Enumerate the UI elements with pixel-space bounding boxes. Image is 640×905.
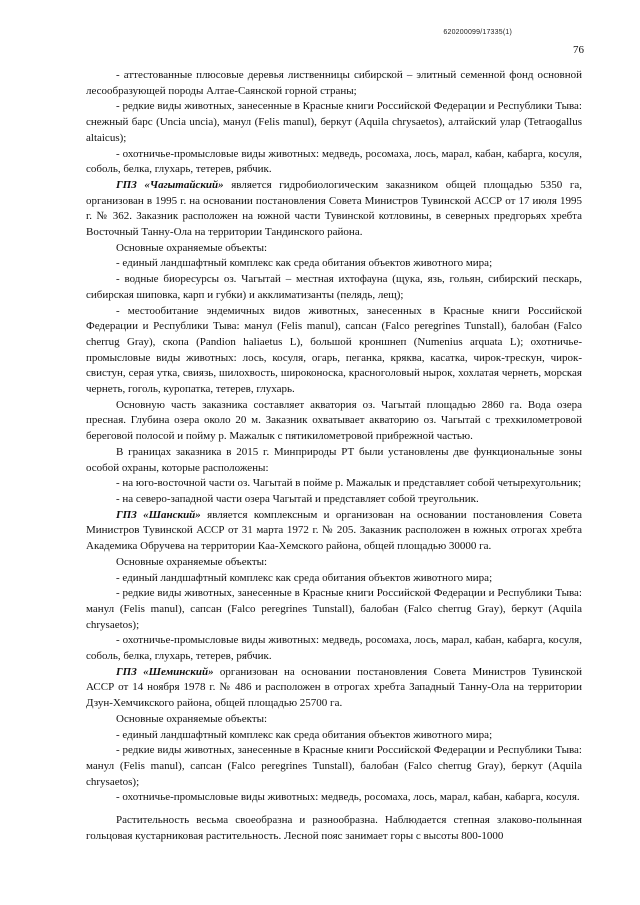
paragraph-text: - редкие виды животных, занесенные в Красные книги Российской Федерации и Республики Тыва: снежный барс (Uncia uncia), манул (Felis manul), беркут (Aquila chrysaetos), алтайский улар (Tetraogallus altaicus); [86,100,582,144]
paragraph-text: - единый ландшафтный комплекс как среда обитания объектов животного мира; [116,257,493,270]
paragraph [86,665,582,712]
paragraph-text: В границах заказника в 2015 г. Минприроды РТ были установлены две функциональные зоны особой охраны, которые расположены: [86,445,582,474]
paragraph [86,68,582,99]
paragraph [86,398,582,445]
reserve-name: ГПЗ «Шеминский» [116,665,214,678]
paragraph [86,571,582,587]
paragraph-text: - на северо-западной части озера Чагытай и представляет собой треугольник. [116,492,479,505]
paragraph-text: - охотничье-промысловые виды животных: медведь, росомаха, лось, марал, кабан, кабарга, косуля, соболь, белка, глухарь, тетерев, рябчик. [86,634,582,663]
paragraph [86,476,582,492]
paragraph-text: - единый ландшафтный комплекс как среда обитания объектов животного мира; [116,728,493,741]
paragraph-text: является комплексным и организован на основании постановления Совета Министров Тувинской АССР от 31 марта 1972 г. № 205. Заказник расположен в южных отрогах хребта Академика Обручева на территории Каа-Хемского района, общей площадью 30000 га. [86,508,582,553]
paragraph-text: организован на основании постановления Совета Министров Тувинской АССР от 14 ноября 1978 г. № 486 и расположен в отрогах хребта Западный Танну-Ола на территории Дзун-Хемчикского района, общей площадью 25700 га. [86,665,582,710]
paragraph-text: - охотничье-промысловые виды животных: медведь, росомаха, лось, марал, кабан, кабарга, косуля. [116,791,580,804]
paragraph [86,272,582,303]
paragraph-text: Растительность весьма своеобразна и разнообразна. Наблюдается степная злаково-полынная гольцовая кустарниковая растительность. Лесной пояс занимает горы с высоты 800-1000 [86,814,582,842]
paragraph-text: - редкие виды животных, занесенные в Красные книги Российской Федерации и Республики Тыва: манул (Felis manul), сапсан (Falco peregrines Tunstall), балобан (Falco cherrug Gray), беркут (Aquila chrysaetos); [86,587,582,631]
paragraph-text: - аттестованные плюсовые деревья лиственницы сибирской – элитный семенной фонд основной лесообразующей породы Алтае-Саянской горной страны; [86,69,582,97]
paragraph [86,492,582,508]
paragraph [86,445,582,476]
paragraph-text: - редкие виды животных, занесенные в Красные книги Российской Федерации и Республики Тыва: манул (Felis manul), сапсан (Falco peregrines Tunstall), балобан (Falco cherrug Gray), беркут (Aquila chrysaetos); [86,744,582,788]
paragraph [86,586,582,633]
paragraph-text: Основные охраняемые объекты: [116,555,268,568]
paragraph-text: - охотничье-промысловые виды животных: медведь, росомаха, лось, марал, кабан, кабарга, косуля, соболь, белка, глухарь, тетерев, рябчик. [86,147,582,176]
paragraph-text: - на юго-восточной части оз. Чагытай в пойме р. Мажалык и представляет собой четырехугольник; [116,477,582,490]
paragraph [86,241,582,257]
paragraph [86,555,582,571]
paragraph [86,813,582,844]
paragraph [86,790,582,806]
paragraph [86,508,582,555]
paragraph [86,633,582,664]
paragraph-text: - местообитание эндемичных видов животных, занесенных в Красные книги Российской Федерации и Республики Тыва: манул (Felis manul), сапсан (Falco peregrines Tunstall), балобан (Falco cherrug Gray), скопа (Pandion haliaetus L), большой кроншнеп (Numenius arquata L); охотничье-промысловые виды животных: лось, косуля, огарь, пеганка, кряква, касатка, чирок-трескун, чирок-свистун, серая утка, свиязь, шилохвость, широконоска, красноголовый нырок, хохлатая чернеть, морская чернеть, гоголь, куропатка, тетерев, глухарь. [86,304,582,396]
paragraph-text: Основные охраняемые объекты: [116,241,268,254]
paragraph [86,743,582,790]
paragraph-text: Основную часть заказника составляет акватория оз. Чагытай площадью 2860 га. Вода озера пресная. Глубина озера около 20 м. Заказник охватывает акваторию оз. Чагытай с трехкилометровой береговой полосой и пойму р. Мажалык с пятикилометровой прибрежной частью. [86,398,582,443]
document-id: 620200099/17335(1) [443,29,512,36]
paragraph [86,712,582,728]
paragraph [86,256,582,272]
paragraph [86,304,582,398]
paragraph [86,728,582,744]
paragraph-text: является гидробиологическим заказником общей площадью 5350 га, организован в 1995 г. на основании постановления Совета Министров Тувинской АССР от 17 июля 1995 г. № 362. Заказник расположен на южной части Тувинской котловины, в северных предгорьях хребта Восточный Танну-Ола на территории Тандинского района. [86,178,582,239]
document-body [86,68,582,844]
paragraph-text: - водные биоресурсы оз. Чагытай – местная ихтофауна (щука, язь, гольян, сибирский пескарь, сибирская шиповка, карп и губки) и акклиматизанты (пелядь, лещ); [86,273,582,301]
reserve-name: ГПЗ «Шанский» [116,508,201,521]
paragraph-text: Основные охраняемые объекты: [116,712,268,725]
paragraph [86,178,582,241]
reserve-name: ГПЗ «Чагытайский» [116,178,224,191]
paragraph [86,147,582,178]
page-number: 76 [573,44,584,56]
paragraph [86,99,582,146]
paragraph-text: - единый ландшафтный комплекс как среда обитания объектов животного мира; [116,571,493,584]
